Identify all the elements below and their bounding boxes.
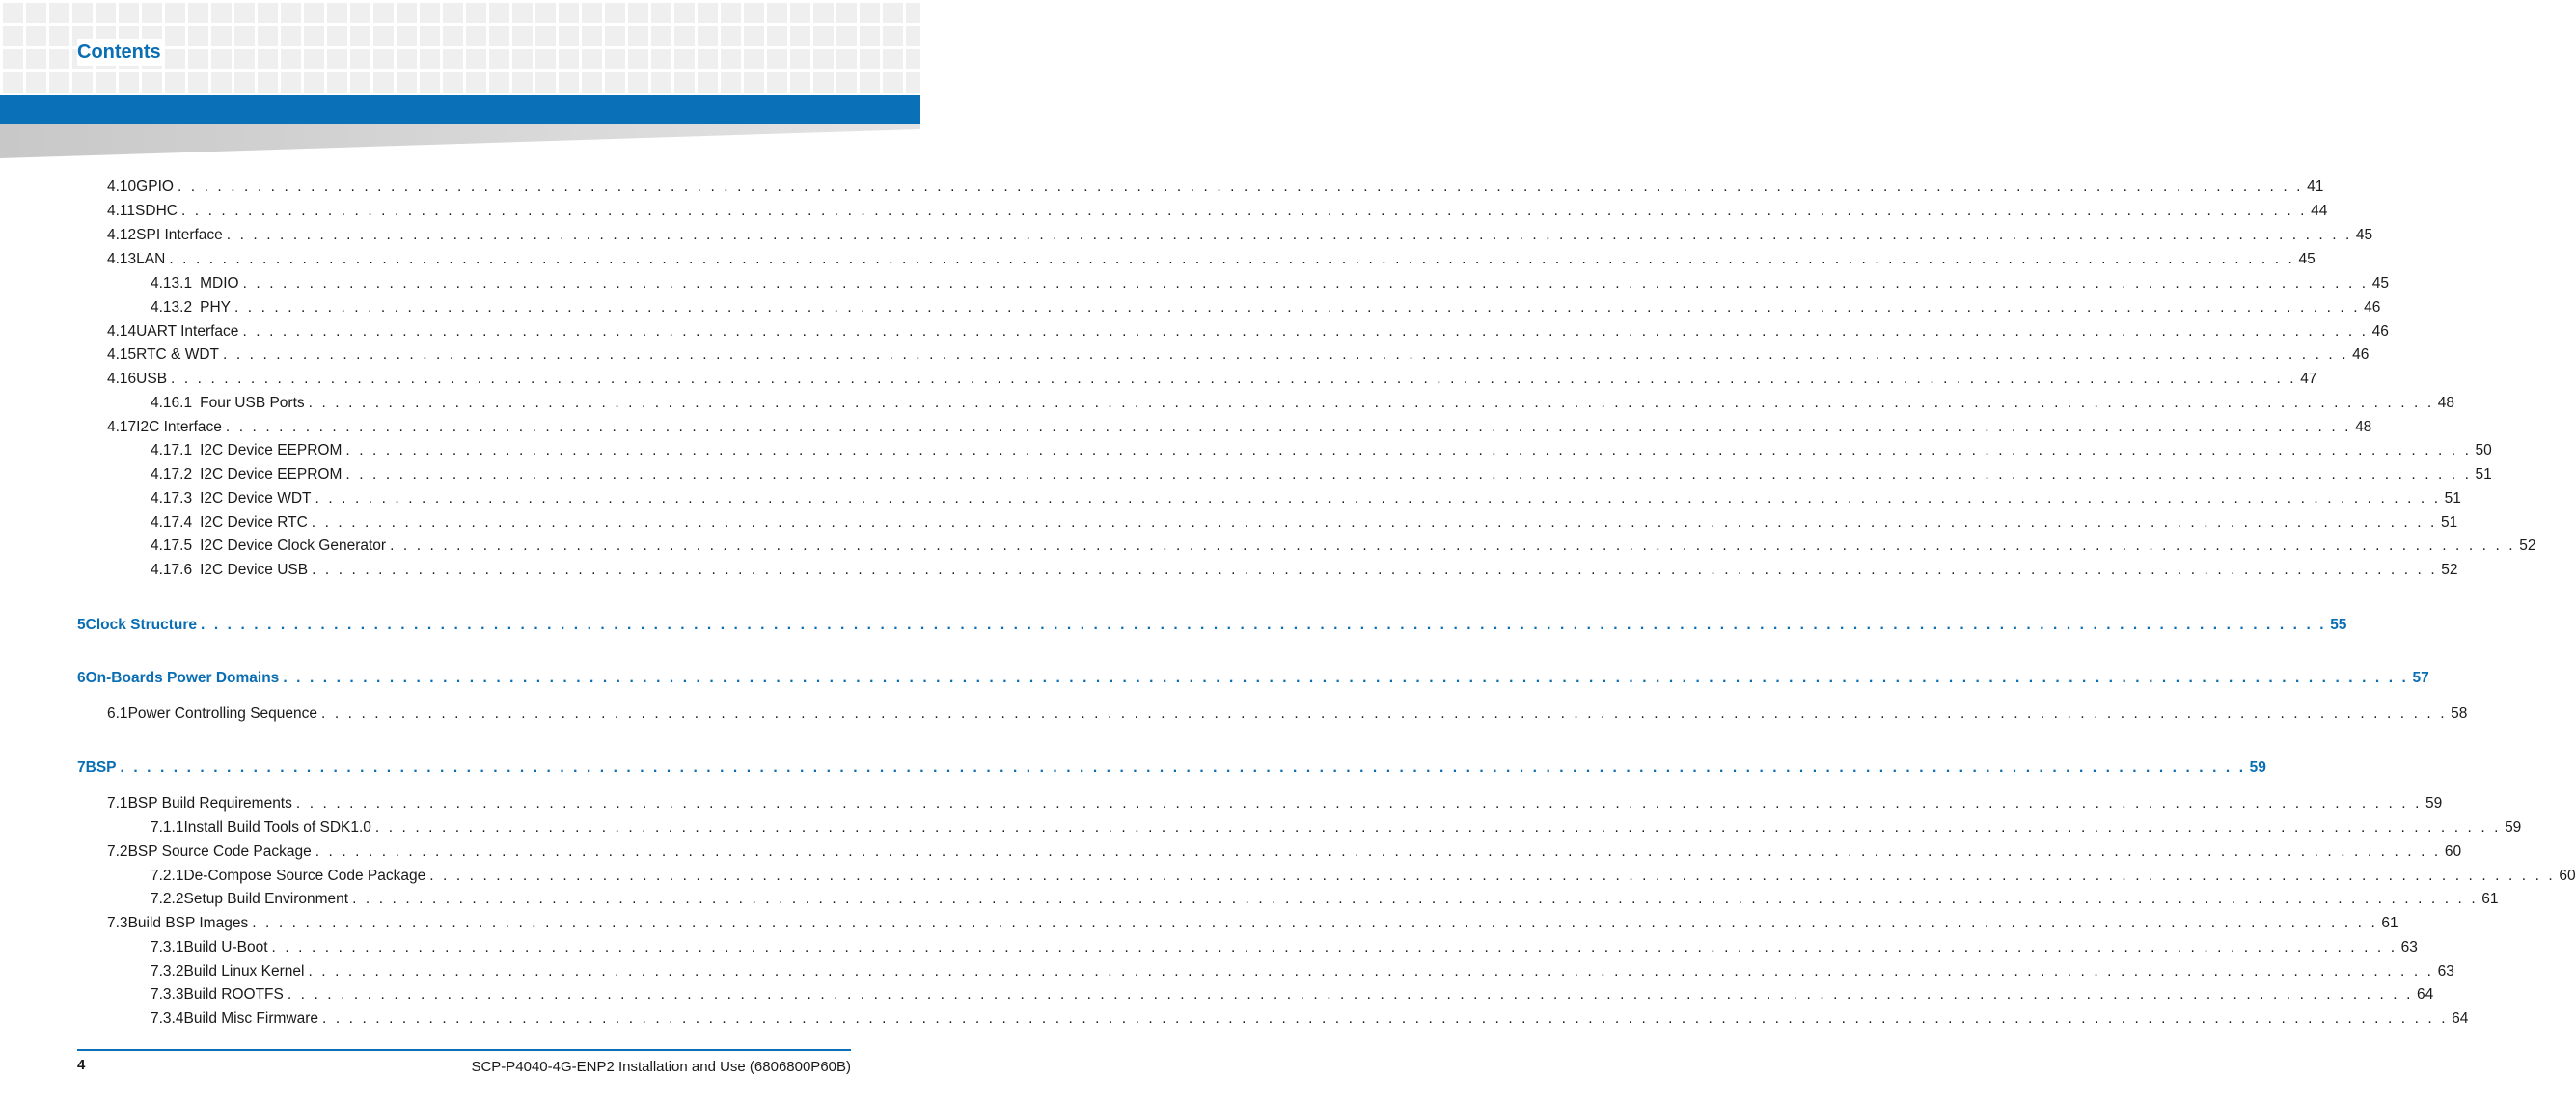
toc-entry-title: Setup Build Environment <box>183 891 349 907</box>
toc-entry-page: 44 <box>2311 203 2328 219</box>
toc-entry[interactable] <box>107 345 2370 365</box>
toc-entry-page: 61 <box>2381 915 2398 931</box>
toc-entry[interactable] <box>107 250 2316 269</box>
toc-entry-title: Install Build Tools of SDK1.0 <box>183 819 371 836</box>
toc-entry-title: UART Interface <box>136 323 239 340</box>
toc-leader-dots: . . . . . . . . . . . . . . . . . . . . . . . . . . . . . . . . . . . . . . . . . . . . . . . . . . . . . . . . . . . . . . . . . . . . . . . . . . . . . . . . . . . . . . . . . . . . . . . . . . . . . . . . . . . . . . . . . . . . . . . . . . . . . . . . . . . . . . . . . . . . . . . . . . . . . . . . . . . . . . . . <box>120 760 2246 776</box>
toc-entry[interactable] <box>107 226 2373 245</box>
toc-leader-dots: . . . . . . . . . . . . . . . . . . . . . . . . . . . . . . . . . . . . . . . . . . . . . . . . . . . . . . . . . . . . . . . . . . . . . . . . . . . . . . . . . . . . . . . . . . . . . . . . . . . . . . . . . . . . . . . . . . . . . . . . . . . . . . . . . . . . . . . . . . . . . . . . . . . . . . . . . . . . . . . . <box>311 514 2437 531</box>
toc-leader-dots: . . . . . . . . . . . . . . . . . . . . . . . . . . . . . . . . . . . . . . . . . . . . . . . . . . . . . . . . . . . . . . . . . . . . . . . . . . . . . . . . . . . . . . . . . . . . . . . . . . . . . . . . . . . . . . . . . . . . . . . . . . . . . . . . . . . . . . . . . . . . . . . . . . . . . . . . . . . . . . . . <box>283 670 2409 686</box>
toc-leader-dots: . . . . . . . . . . . . . . . . . . . . . . . . . . . . . . . . . . . . . . . . . . . . . . . . . . . . . . . . . . . . . . . . . . . . . . . . . . . . . . . . . . . . . . . . . . . . . . . . . . . . . . . . . . . . . . . . . . . . . . . . . . . . . . . . . . . . . . . . . . . . . . . . . . . . . . . . . . . . . . . . <box>308 395 2434 411</box>
toc-entry[interactable] <box>151 489 2461 509</box>
toc-entry-number: 4.13.1 <box>151 275 193 291</box>
toc-entry[interactable] <box>151 890 2499 909</box>
toc-entry-number: 4.10 <box>107 179 137 195</box>
toc-leader-dots: . . . . . . . . . . . . . . . . . . . . . . . . . . . . . . . . . . . . . . . . . . . . . . . . . . . . . . . . . . . . . . . . . . . . . . . . . . . . . . . . . . . . . . . . . . . . . . . . . . . . . . . . . . . . . . . . . . . . . . . . . . . . . . . . . . . . . . . . . . . . . . . . . . . . . . . . . . . . . . . . <box>225 419 2352 435</box>
toc-entry-number: 4.16 <box>107 371 137 387</box>
toc-entry-title: I2C Device RTC <box>200 514 308 531</box>
toc-entry-title: MDIO <box>200 275 239 291</box>
toc-leader-dots: . . . . . . . . . . . . . . . . . . . . . . . . . . . . . . . . . . . . . . . . . . . . . . . . . . . . . . . . . . . . . . . . . . . . . . . . . . . . . . . . . . . . . . . . . . . . . . . . . . . . . . . . . . . . . . . . . . . . . . . . . . . . . . . . . . . . . . . . . . . . . . . . . . . . . . . . . . . . . . . . <box>287 986 2413 1003</box>
toc-entry-page: 48 <box>2437 395 2455 411</box>
toc-entry-title: Build Linux Kernel <box>183 963 305 980</box>
toc-entry-title: On-Boards Power Domains <box>85 670 280 686</box>
toc-leader-dots: . . . . . . . . . . . . . . . . . . . . . . . . . . . . . . . . . . . . . . . . . . . . . . . . . . . . . . . . . . . . . . . . . . . . . . . . . . . . . . . . . . . . . . . . . . . . . . . . . . . . . . . . . . . . . . . . . . . . . . . . . . . . . . . . . . . . . . . . . . . . . . . . . . . . . . . . . . . . . . . . <box>201 617 2327 633</box>
toc-leader-dots: . . . . . . . . . . . . . . . . . . . . . . . . . . . . . . . . . . . . . . . . . . . . . . . . . . . . . . . . . . . . . . . . . . . . . . . . . . . . . . . . . . . . . . . . . . . . . . . . . . . . . . . . . . . . . . . . . . . . . . . . . . . . . . . . . . . . . . . . . . . . . . . . . . . . . . . . . . . . . . . . <box>226 227 2352 243</box>
toc-entry-number: 4.16.1 <box>151 395 193 411</box>
toc-entry-number: 4.17.2 <box>151 466 193 483</box>
toc-entry-title: Clock Structure <box>85 617 198 633</box>
toc-entry-page: 45 <box>2371 275 2389 291</box>
toc-entry-title: USB <box>136 371 168 387</box>
toc-entry-page: 47 <box>2300 371 2317 387</box>
toc-entry[interactable] <box>107 370 2317 389</box>
toc-entry-number: 7.1 <box>107 795 128 812</box>
toc-entry-page: 60 <box>2444 843 2462 860</box>
toc-entry-page: 59 <box>2425 795 2443 812</box>
toc-entry[interactable] <box>151 938 2418 957</box>
toc-entry[interactable] <box>107 794 2443 814</box>
toc-leader-dots: . . . . . . . . . . . . . . . . . . . . . . . . . . . . . . . . . . . . . . . . . . . . . . . . . . . . . . . . . . . . . . . . . . . . . . . . . . . . . . . . . . . . . . . . . . . . . . . . . . . . . . . . . . . . . . . . . . . . . . . . . . . . . . . . . . . . . . . . . . . . . . . . . . . . . . . . . . . . . . . . <box>345 442 2472 458</box>
toc-entry[interactable] <box>107 322 2389 342</box>
toc-entry-title: LAN <box>136 251 166 267</box>
toc-entry[interactable] <box>107 914 2398 933</box>
toc-entry-number: 7.2.1 <box>151 868 184 884</box>
toc-entry-title: I2C Device WDT <box>200 490 312 507</box>
toc-entry-page: 46 <box>2364 299 2381 316</box>
toc-entry-title: SDHC <box>135 203 178 219</box>
toc-entry[interactable] <box>77 669 2429 688</box>
toc-entry-number: 4.12 <box>107 227 137 243</box>
toc-entry-number: 4.17 <box>107 419 137 435</box>
toc-entry-number: 4.13.2 <box>151 299 193 316</box>
toc-leader-dots: . . . . . . . . . . . . . . . . . . . . . . . . . . . . . . . . . . . . . . . . . . . . . . . . . . . . . . . . . . . . . . . . . . . . . . . . . . . . . . . . . . . . . . . . . . . . . . . . . . . . . . . . . . . . . . . . . . . . . . . . . . . . . . . . . . . . . . . . . . . . . . . . . . . . . . . . . . . . . . . . <box>308 963 2434 980</box>
toc-entry-title: Four USB Ports <box>200 395 305 411</box>
toc-leader-dots: . . . . . . . . . . . . . . . . . . . . . . . . . . . . . . . . . . . . . . . . . . . . . . . . . . . . . . . . . . . . . . . . . . . . . . . . . . . . . . . . . . . . . . . . . . . . . . . . . . . . . . . . . . . . . . . . . . . . . . . . . . . . . . . . . . . . . . . . . . . . . . . . . . . . . . . . . . . . . . . . <box>312 562 2438 578</box>
toc-leader-dots: . . . . . . . . . . . . . . . . . . . . . . . . . . . . . . . . . . . . . . . . . . . . . . . . . . . . . . . . . . . . . . . . . . . . . . . . . . . . . . . . . . . . . . . . . . . . . . . . . . . . . . . . . . . . . . . . . . . . . . . . . . . . . . . . . . . . . . . . . . . . . . . . . . . . . . . . . . . . . . . . <box>242 323 2369 340</box>
toc-entry-page: 63 <box>2437 963 2454 980</box>
footer-rule <box>77 1049 851 1051</box>
toc-entry-page: 46 <box>2371 323 2389 340</box>
toc-entry[interactable] <box>107 178 2324 197</box>
toc-entry-page: 60 <box>2559 868 2576 884</box>
toc-entry-number: 7.3.1 <box>151 939 184 955</box>
toc-leader-dots: . . . . . . . . . . . . . . . . . . . . . . . . . . . . . . . . . . . . . . . . . . . . . . . . . . . . . . . . . . . . . . . . . . . . . . . . . . . . . . . . . . . . . . . . . . . . . . . . . . . . . . . . . . . . . . . . . . . . . . . . . . . . . . . . . . . . . . . . . . . . . . . . . . . . . . . . . . . . . . . . <box>315 843 2441 860</box>
toc-entry-title: GPIO <box>136 179 174 195</box>
toc-leader-dots: . . . . . . . . . . . . . . . . . . . . . . . . . . . . . . . . . . . . . . . . . . . . . . . . . . . . . . . . . . . . . . . . . . . . . . . . . . . . . . . . . . . . . . . . . . . . . . . . . . . . . . . . . . . . . . . . . . . . . . . . . . . . . . . . . . . . . . . . . . . . . . . . . . . . . . . . . . . . . . . . <box>180 203 2308 219</box>
toc-entry-page: 48 <box>2355 419 2372 435</box>
toc-entry-page: 63 <box>2400 939 2418 955</box>
toc-entry-page: 46 <box>2352 346 2370 363</box>
toc-leader-dots: . . . . . . . . . . . . . . . . . . . . . . . . . . . . . . . . . . . . . . . . . . . . . . . . . . . . . . . . . . . . . . . . . . . . . . . . . . . . . . . . . . . . . . . . . . . . . . . . . . . . . . . . . . . . . . . . . . . . . . . . . . . . . . . . . . . . . . . . . . . . . . . . . . . . . . . . . . . . . . . . <box>252 915 2378 931</box>
toc-entry-title: RTC & WDT <box>136 346 219 363</box>
toc-entry-title: I2C Device USB <box>200 562 309 578</box>
toc-entry-title: BSP <box>85 760 117 776</box>
toc-entry-page: 45 <box>2355 227 2373 243</box>
toc-entry-title: I2C Device EEPROM <box>200 442 343 458</box>
toc-entry-number: 4.11 <box>107 203 136 219</box>
toc-entry[interactable] <box>107 418 2372 437</box>
toc-leader-dots: . . . . . . . . . . . . . . . . . . . . . . . . . . . . . . . . . . . . . . . . . . . . . . . . . . . . . . . . . . . . . . . . . . . . . . . . . . . . . . . . . . . . . . . . . . . . . . . . . . . . . . . . . . . . . . . . . . . . . . . . . . . . . . . . . . . . . . . . . . . . . . . . . . . . . . . . . . . . . . . . <box>321 705 2448 722</box>
toc-leader-dots: . . . . . . . . . . . . . . . . . . . . . . . . . . . . . . . . . . . . . . . . . . . . . . . . . . . . . . . . . . . . . . . . . . . . . . . . . . . . . . . . . . . . . . . . . . . . . . . . . . . . . . . . . . . . . . . . . . . . . . . . . . . . . . . . . . . . . . . . . . . . . . . . . . . . . . . . . . . . . . . . <box>374 819 2502 836</box>
header-grey-wedge <box>0 124 920 158</box>
toc-entry-number: 7.3.3 <box>151 986 184 1003</box>
toc-entry[interactable] <box>107 704 2468 724</box>
toc-entry-number: 7.3 <box>107 915 128 931</box>
toc-leader-dots: . . . . . . . . . . . . . . . . . . . . . . . . . . . . . . . . . . . . . . . . . . . . . . . . . . . . . . . . . . . . . . . . . . . . . . . . . . . . . . . . . . . . . . . . . . . . . . . . . . . . . . . . . . . . . . . . . . . . . . . . . . . . . . . . . . . . . . . . . . . . . . . . . . . . . . . . . . . . . . . . <box>429 868 2556 884</box>
toc-entry-number: 7.1.1 <box>151 819 184 836</box>
toc-leader-dots: . . . . . . . . . . . . . . . . . . . . . . . . . . . . . . . . . . . . . . . . . . . . . . . . . . . . . . . . . . . . . . . . . . . . . . . . . . . . . . . . . . . . . . . . . . . . . . . . . . . . . . . . . . . . . . . . . . . . . . . . . . . . . . . . . . . . . . . . . . . . . . . . . . . . . . . . . . . . . . . . <box>177 179 2304 195</box>
footer-document-title: SCP-P4040-4G-ENP2 Installation and Use (6806800P60B) <box>471 1059 851 1075</box>
toc-entry-title: Build ROOTFS <box>183 986 284 1003</box>
toc-entry-page: 50 <box>2475 442 2492 458</box>
toc-entry-page: 52 <box>2441 562 2458 578</box>
toc-entry-page: 41 <box>2307 179 2324 195</box>
toc-entry-number: 6.1 <box>107 705 128 722</box>
toc-entry[interactable] <box>107 202 2328 221</box>
toc-leader-dots: . . . . . . . . . . . . . . . . . . . . . . . . . . . . . . . . . . . . . . . . . . . . . . . . . . . . . . . . . . . . . . . . . . . . . . . . . . . . . . . . . . . . . . . . . . . . . . . . . . . . . . . . . . . . . . . . . . . . . . . . . . . . . . . . . . . . . . . . . . . . . . . . . . . . . . . . . . . . . . . . <box>271 939 2398 955</box>
toc-entry[interactable] <box>151 537 2536 556</box>
toc-entry-number: 7.3.4 <box>151 1010 184 1027</box>
toc-entry-page: 51 <box>2440 514 2458 531</box>
toc-entry-page: 61 <box>2481 891 2499 907</box>
toc-leader-dots: . . . . . . . . . . . . . . . . . . . . . . . . . . . . . . . . . . . . . . . . . . . . . . . . . . . . . . . . . . . . . . . . . . . . . . . . . . . . . . . . . . . . . . . . . . . . . . . . . . . . . . . . . . . . . . . . . . . . . . . . . . . . . . . . . . . . . . . . . . . . . . . . . . . . . . . . . . . . . . . . <box>322 1010 2449 1027</box>
toc-entry-number: 4.17.4 <box>151 514 193 531</box>
toc-entry-page: 59 <box>2505 819 2522 836</box>
toc-leader-dots: . . . . . . . . . . . . . . . . . . . . . . . . . . . . . . . . . . . . . . . . . . . . . . . . . . . . . . . . . . . . . . . . . . . . . . . . . . . . . . . . . . . . . . . . . . . . . . . . . . . . . . . . . . . . . . . . . . . . . . . . . . . . . . . . . . . . . . . . . . . . . . . . . . . . . . . . . . . . . . . . <box>345 466 2472 483</box>
toc-entry-number: 7.2.2 <box>151 891 184 907</box>
toc-entry-title: SPI Interface <box>136 227 223 243</box>
toc-entry-title: I2C Device EEPROM <box>200 466 343 483</box>
toc-entry-title: PHY <box>200 299 231 316</box>
toc-entry-number: 6 <box>77 670 86 686</box>
toc-entry-page: 57 <box>2412 670 2429 686</box>
toc-entry-title: I2C Interface <box>136 419 222 435</box>
toc-leader-dots: . . . . . . . . . . . . . . . . . . . . . . . . . . . . . . . . . . . . . . . . . . . . . . . . . . . . . . . . . . . . . . . . . . . . . . . . . . . . . . . . . . . . . . . . . . . . . . . . . . . . . . . . . . . . . . . . . . . . . . . . . . . . . . . . . . . . . . . . . . . . . . . . . . . . . . . . . . . . . . . . <box>295 795 2423 812</box>
toc-entry-number: 5 <box>77 617 86 633</box>
toc-entry-page: 51 <box>2444 490 2461 507</box>
toc-entry-title: Build Misc Firmware <box>183 1010 318 1027</box>
toc-entry-number: 7.2 <box>107 843 128 860</box>
toc-entry-number: 4.17.6 <box>151 562 193 578</box>
toc-leader-dots: . . . . . . . . . . . . . . . . . . . . . . . . . . . . . . . . . . . . . . . . . . . . . . . . . . . . . . . . . . . . . . . . . . . . . . . . . . . . . . . . . . . . . . . . . . . . . . . . . . . . . . . . . . . . . . . . . . . . . . . . . . . . . . . . . . . . . . . . . . . . . . . . . . . . . . . . . . . . . . . . <box>390 538 2516 554</box>
toc-entry-title: BSP Source Code Package <box>127 843 312 860</box>
toc-entry[interactable] <box>151 561 2458 580</box>
toc-entry[interactable] <box>151 818 2522 838</box>
toc-entry-page: 64 <box>2452 1010 2469 1027</box>
toc-entry[interactable] <box>151 867 2576 886</box>
toc-entry-title: BSP Build Requirements <box>127 795 292 812</box>
toc-entry-title: Build U-Boot <box>183 939 268 955</box>
toc-entry-number: 4.17.1 <box>151 442 193 458</box>
toc-entry-title: De-Compose Source Code Package <box>183 868 426 884</box>
toc-entry-number: 4.15 <box>107 346 137 363</box>
toc-entry-number: 7.3.2 <box>151 963 184 980</box>
toc-entry[interactable] <box>151 441 2492 460</box>
toc-entry[interactable] <box>151 465 2492 484</box>
page-title: Contents <box>77 39 165 66</box>
toc-entry[interactable] <box>77 759 2266 778</box>
toc-entry[interactable] <box>151 298 2381 318</box>
toc-leader-dots: . . . . . . . . . . . . . . . . . . . . . . . . . . . . . . . . . . . . . . . . . . . . . . . . . . . . . . . . . . . . . . . . . . . . . . . . . . . . . . . . . . . . . . . . . . . . . . . . . . . . . . . . . . . . . . . . . . . . . . . . . . . . . . . . . . . . . . . . . . . . . . . . . . . . . . . . . . . . . . . . <box>315 490 2441 507</box>
toc-entry-title: Power Controlling Sequence <box>127 705 318 722</box>
toc-leader-dots: . . . . . . . . . . . . . . . . . . . . . . . . . . . . . . . . . . . . . . . . . . . . . . . . . . . . . . . . . . . . . . . . . . . . . . . . . . . . . . . . . . . . . . . . . . . . . . . . . . . . . . . . . . . . . . . . . . . . . . . . . . . . . . . . . . . . . . . . . . . . . . . . . . . . . . . . . . . . . . . . <box>242 275 2369 291</box>
toc-entry[interactable] <box>151 985 2434 1005</box>
toc-leader-dots: . . . . . . . . . . . . . . . . . . . . . . . . . . . . . . . . . . . . . . . . . . . . . . . . . . . . . . . . . . . . . . . . . . . . . . . . . . . . . . . . . . . . . . . . . . . . . . . . . . . . . . . . . . . . . . . . . . . . . . . . . . . . . . . . . . . . . . . . . . . . . . . . . . . . . . . . . . . . . . . . <box>233 299 2361 316</box>
toc-entry-page: 64 <box>2416 986 2434 1003</box>
toc-entry[interactable] <box>151 513 2458 533</box>
toc-entry[interactable] <box>77 616 2347 635</box>
toc-entry-page: 55 <box>2330 617 2347 633</box>
toc-entry-number: 4.14 <box>107 323 137 340</box>
toc-entry[interactable] <box>151 962 2454 981</box>
header-accent-bar <box>0 95 920 124</box>
toc-entry-number: 7 <box>77 760 86 776</box>
toc-entry-page: 58 <box>2451 705 2468 722</box>
toc-entry-number: 4.17.3 <box>151 490 193 507</box>
toc-entry[interactable] <box>151 1009 2469 1029</box>
toc-entry[interactable] <box>151 394 2455 413</box>
toc-entry[interactable] <box>151 274 2389 293</box>
toc-entry-page: 51 <box>2475 466 2492 483</box>
toc-entry-page: 59 <box>2249 760 2266 776</box>
footer-page-number: 4 <box>77 1057 86 1073</box>
toc-leader-dots: . . . . . . . . . . . . . . . . . . . . . . . . . . . . . . . . . . . . . . . . . . . . . . . . . . . . . . . . . . . . . . . . . . . . . . . . . . . . . . . . . . . . . . . . . . . . . . . . . . . . . . . . . . . . . . . . . . . . . . . . . . . . . . . . . . . . . . . . . . . . . . . . . . . . . . . . . . . . . . . . <box>223 346 2349 363</box>
toc-entry-title: Build BSP Images <box>127 915 249 931</box>
toc-entry-number: 4.17.5 <box>151 538 193 554</box>
toc-entry-page: 52 <box>2519 538 2536 554</box>
toc-entry-title: I2C Device Clock Generator <box>200 538 387 554</box>
toc-entry-page: 45 <box>2298 251 2316 267</box>
toc-leader-dots: . . . . . . . . . . . . . . . . . . . . . . . . . . . . . . . . . . . . . . . . . . . . . . . . . . . . . . . . . . . . . . . . . . . . . . . . . . . . . . . . . . . . . . . . . . . . . . . . . . . . . . . . . . . . . . . . . . . . . . . . . . . . . . . . . . . . . . . . . . . . . . . . . . . . . . . . . . . . . . . . <box>352 891 2479 907</box>
toc-leader-dots: . . . . . . . . . . . . . . . . . . . . . . . . . . . . . . . . . . . . . . . . . . . . . . . . . . . . . . . . . . . . . . . . . . . . . . . . . . . . . . . . . . . . . . . . . . . . . . . . . . . . . . . . . . . . . . . . . . . . . . . . . . . . . . . . . . . . . . . . . . . . . . . . . . . . . . . . . . . . . . . . <box>171 371 2297 387</box>
toc-leader-dots: . . . . . . . . . . . . . . . . . . . . . . . . . . . . . . . . . . . . . . . . . . . . . . . . . . . . . . . . . . . . . . . . . . . . . . . . . . . . . . . . . . . . . . . . . . . . . . . . . . . . . . . . . . . . . . . . . . . . . . . . . . . . . . . . . . . . . . . . . . . . . . . . . . . . . . . . . . . . . . . . <box>169 251 2295 267</box>
toc-entry[interactable] <box>107 843 2462 862</box>
toc-entry-number: 4.13 <box>107 251 137 267</box>
